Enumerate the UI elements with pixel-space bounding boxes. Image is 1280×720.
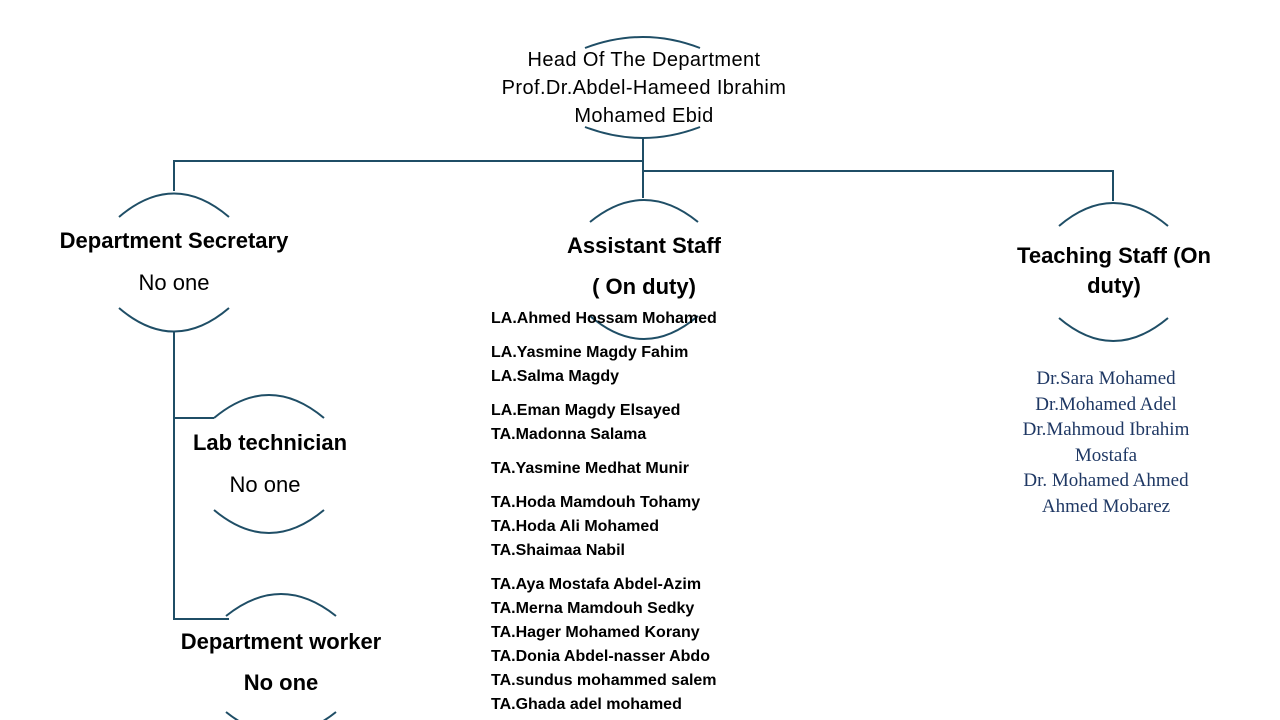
list-item: LA.Yasmine Magdy Fahim (491, 344, 689, 361)
list-item: LA.Ahmed Hossam Mohamed (491, 310, 717, 327)
assistant-staff-list (491, 307, 717, 717)
list-item: TA.Aya Mostafa Abdel-Azim (491, 576, 702, 593)
secretary-node-top-arc (119, 194, 229, 218)
worker-node-bottom-arc (226, 712, 336, 720)
list-item: TA.Ghada adel mohamed (491, 696, 682, 713)
list-item: TA.Hoda Mamdouh Tohamy (491, 494, 701, 511)
list-item: TA.Hager Mohamed Korany (491, 624, 700, 641)
worker-node-top-arc (226, 594, 336, 616)
list-item: Ahmed Mobarez (1041, 495, 1171, 517)
lab-technician-title: Lab technician (192, 430, 348, 455)
list-item: Dr.Mahmoud Ibrahim (1022, 419, 1190, 440)
secretary-title: Department Secretary (59, 228, 289, 253)
head-title: Head Of The Department (527, 49, 761, 71)
list-item: TA.Merna Mamdouh Sedky (491, 600, 695, 617)
head-name-line-1: Prof.Dr.Abdel-Hameed Ibrahim (501, 77, 787, 99)
list-item: Dr.Mohamed Adel (1035, 393, 1177, 415)
list-item: Dr.Sara Mohamed (1036, 368, 1176, 389)
assistant-node-top-arc (590, 200, 698, 222)
list-item: Mostafa (1074, 444, 1138, 466)
list-item: TA.Shaimaa Nabil (491, 542, 625, 559)
list-item: TA.Madonna Salama (491, 426, 647, 443)
lab-node-top-arc (214, 395, 324, 418)
teaching-staff-title: Teaching Staff (On duty) (1017, 243, 1211, 298)
head-of-department-node (444, 46, 844, 130)
list-item: TA.Hoda Ali Mohamed (491, 518, 659, 535)
department-worker-status: No one (243, 670, 319, 695)
teaching-staff-list (986, 366, 1226, 519)
head-name-line-2: Mohamed Ebid (574, 105, 714, 127)
branch-to-secretary (174, 161, 643, 191)
assistant-staff-title: Assistant Staff (566, 233, 722, 258)
lab-technician-status: No one (229, 472, 301, 497)
list-item: TA.Donia Abdel-nasser Abdo (491, 648, 710, 665)
assistant-staff-subtitle: ( On duty) (592, 274, 696, 299)
teaching-node-top-arc (1059, 203, 1168, 226)
secretary-status: No one (138, 270, 210, 295)
branch-to-teaching (643, 171, 1113, 201)
lab-node-bottom-arc (214, 510, 324, 533)
teaching-node-bottom-arc (1059, 318, 1168, 341)
department-worker-title: Department worker (180, 629, 382, 654)
secretary-node-bottom-arc (119, 308, 229, 332)
list-item: TA.sundus mohammed salem (491, 672, 717, 689)
list-item: Dr. Mohamed Ahmed (1023, 470, 1189, 491)
list-item: LA.Eman Magdy Elsayed (491, 402, 681, 419)
list-item: LA.Salma Magdy (491, 368, 620, 385)
list-item: TA.Yasmine Medhat Munir (491, 460, 689, 477)
